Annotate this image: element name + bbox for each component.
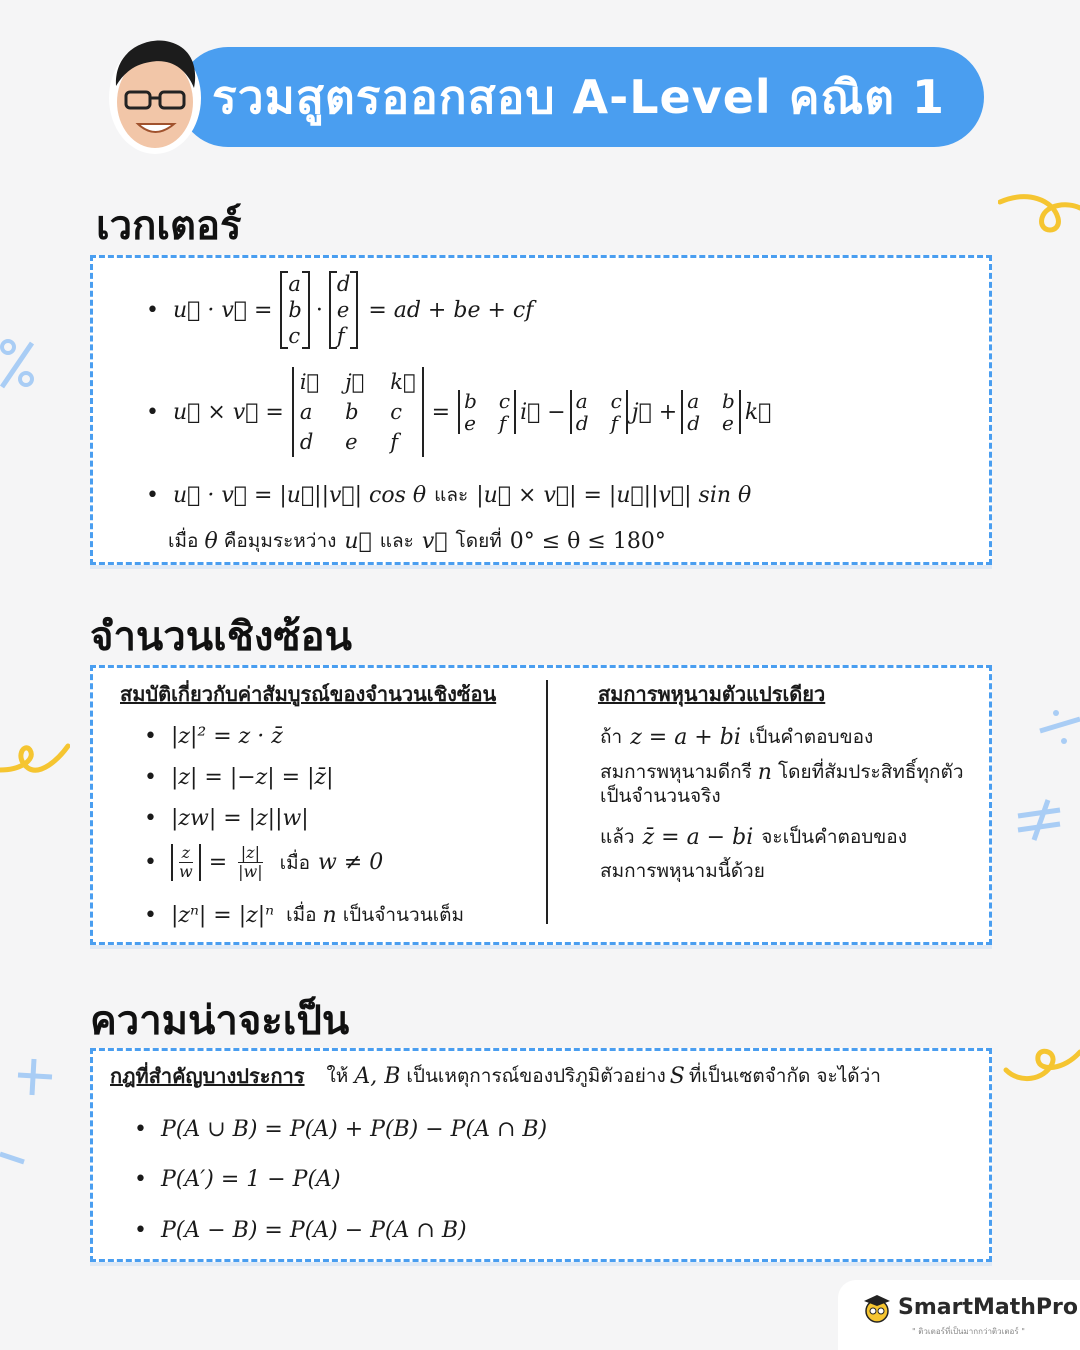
- minor-3: a b d e: [681, 390, 741, 434]
- minor-1: b c e f: [458, 390, 516, 434]
- list-item: • |zⁿ| = |z|ⁿ เมื่อ n เป็นจำนวนเต็ม: [144, 902, 465, 928]
- section-title-probability: ความน่าจะเป็น: [90, 998, 350, 1044]
- probability-intro: กฎที่สำคัญบางประการ ให้ A, B เป็นเหตุการณ์ของปริภูมิตัวอย่าง S ที่เป็นเซตจำกัด จะได้ว่า: [110, 1063, 881, 1089]
- dot-product-formula: • u⃗ · v⃗ = a b c · d e f = ad + be + cf: [146, 272, 534, 348]
- polynomial-text: แล้ว z̄ = a − bi จะเป็นคำตอบของ: [600, 824, 907, 850]
- squiggle-decoration-icon: [0, 740, 70, 790]
- angle-formula: • u⃗ · v⃗ = |u⃗||v⃗| cos θ และ |u⃗ × v⃗| = |u⃗||v⃗| sin θ: [146, 482, 752, 508]
- not-equal-decoration-icon: [1014, 798, 1064, 842]
- brand-tagline: " ติวเตอร์ที่เป็นมากกว่าติวเตอร์ ": [912, 1326, 1025, 1336]
- polynomial-text: ถ้า z = a + bi เป็นคำตอบของ: [600, 724, 874, 750]
- column-divider: [546, 680, 548, 924]
- page-title: รวมสูตรออกสอบ A-Level คณิต 1: [212, 69, 946, 124]
- complex-right-heading: สมการพหุนามตัวแปรเดียว: [598, 682, 826, 706]
- brand-name: SmartMathPro: [898, 1295, 1078, 1320]
- plus-decoration-icon: [12, 1055, 56, 1099]
- list-item: • |z|² = z · z̄: [144, 724, 283, 749]
- graduate-mascot-icon: [862, 1293, 892, 1323]
- dot-lhs: u⃗ · v⃗ =: [172, 297, 273, 323]
- polynomial-text: สมการพหุนามนี้ด้วย: [600, 860, 765, 882]
- matrix-col-1: a b c: [280, 271, 309, 349]
- polynomial-text: เป็นจำนวนจริง: [600, 785, 721, 807]
- squiggle-decoration-icon: [1000, 1040, 1080, 1085]
- polynomial-text: สมการพหุนามดีกรี n โดยที่สัมประสิทธิ์ทุกตัว: [600, 759, 964, 785]
- list-item: • $\frac{z}{w}$ = $\frac{|z|}{|w|}$ เมื่อ w ≠ 0: [144, 843, 384, 881]
- matrix-col-2: d e f: [329, 271, 358, 349]
- list-item: • |zw| = |z||w|: [144, 806, 309, 831]
- list-item: • |z| = |−z| = |z̄|: [144, 765, 334, 790]
- avatar: [100, 28, 210, 158]
- list-item: • P(A − B) = P(A) − P(A ∩ B): [134, 1218, 467, 1243]
- angle-note: เมื่อ θ คือมุมระหว่าง u⃗ และ v⃗ โดยที่ 0° ≤ θ ≤ 180°: [168, 528, 666, 554]
- brand-logo: [838, 1280, 1080, 1350]
- header-banner: [178, 47, 984, 147]
- divide-decoration-icon: [1036, 705, 1080, 749]
- list-item: • P(A ∪ B) = P(A) + P(B) − P(A ∩ B): [134, 1117, 548, 1142]
- complex-left-heading: สมบัติเกี่ยวกับค่าสัมบูรณ์ของจำนวนเชิงซ้อน: [120, 682, 497, 706]
- dot-rhs: = ad + be + cf: [368, 297, 534, 323]
- squiggle-decoration-icon: [998, 190, 1080, 240]
- percent-decoration-icon: [0, 335, 40, 395]
- list-item: • P(A′) = 1 − P(A): [134, 1167, 341, 1192]
- minor-2: a c d f: [570, 390, 628, 434]
- minus-decoration-icon: [0, 1148, 26, 1168]
- cross-product-formula: • u⃗ × v⃗ = i⃗ j⃗ k⃗ a b c d e f = b c e f i⃗ − a c d f j⃗ + a b d e k⃗: [146, 366, 771, 458]
- cross-determinant: i⃗ j⃗ k⃗ a b c d e f: [292, 367, 424, 457]
- section-title-vector: เวกเตอร์: [96, 203, 242, 249]
- section-title-complex: จำนวนเชิงซ้อน: [90, 614, 352, 660]
